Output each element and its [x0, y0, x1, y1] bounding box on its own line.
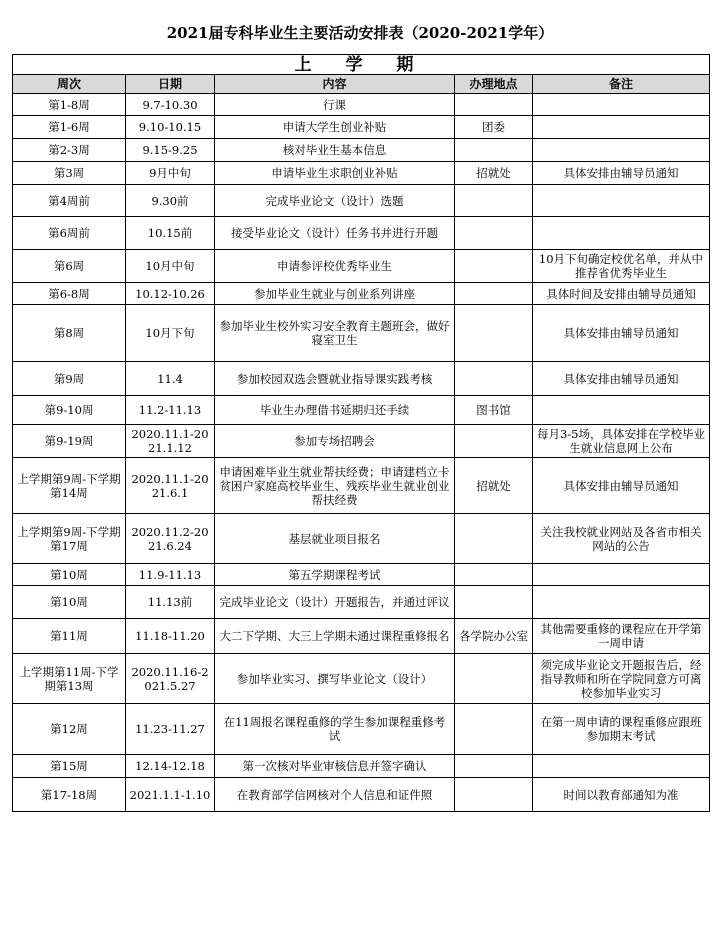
cell-note: 具体安排由辅导员通知	[533, 362, 710, 396]
cell-date: 12.14-12.18	[126, 755, 215, 778]
cell-week: 第3周	[13, 162, 126, 185]
cell-content: 毕业生办理借书延期归还手续	[215, 396, 455, 425]
cell-date: 9.7-10.30	[126, 94, 215, 116]
cell-date: 10月中旬	[126, 250, 215, 283]
cell-date: 9.10-10.15	[126, 116, 215, 139]
cell-week: 第11周	[13, 619, 126, 654]
cell-note: 具体安排由辅导员通知	[533, 305, 710, 362]
document-title: 2021届专科毕业生主要活动安排表（2020-2021学年）	[166, 24, 554, 42]
column-header-week: 周次	[13, 75, 126, 94]
cell-date: 11.23-11.27	[126, 704, 215, 755]
cell-note: 每月3-5场，具体安排在学校毕业生就业信息网上公布	[533, 425, 710, 458]
cell-content: 接受毕业论文（设计）任务书并进行开题	[215, 217, 455, 250]
cell-note: 其他需要重修的课程应在开学第一周申请	[533, 619, 710, 654]
table-row	[13, 139, 710, 162]
cell-location	[455, 362, 533, 396]
cell-content: 申请毕业生求职创业补贴	[215, 162, 455, 185]
cell-content: 基层就业项目报名	[215, 514, 455, 564]
table-row	[13, 778, 710, 812]
cell-note	[533, 139, 710, 162]
cell-date: 10月下旬	[126, 305, 215, 362]
cell-week: 第9周	[13, 362, 126, 396]
schedule-body	[13, 94, 710, 812]
cell-location: 招就处	[455, 162, 533, 185]
cell-content: 参加毕业生就业与创业系列讲座	[215, 283, 455, 305]
table-row	[13, 755, 710, 778]
cell-content: 第一次核对毕业审核信息并签字确认	[215, 755, 455, 778]
cell-note	[533, 755, 710, 778]
cell-content: 完成毕业论文（设计）选题	[215, 185, 455, 217]
column-header-date: 日期	[126, 75, 215, 94]
header-row	[13, 75, 710, 94]
table-row	[13, 586, 710, 619]
cell-date: 11.4	[126, 362, 215, 396]
table-row	[13, 305, 710, 362]
table-row	[13, 654, 710, 704]
cell-content: 行课	[215, 94, 455, 116]
cell-location	[455, 425, 533, 458]
cell-content: 在教育部学信网核对个人信息和证件照	[215, 778, 455, 812]
cell-note: 在第一周申请的课程重修应跟班参加期末考试	[533, 704, 710, 755]
cell-date: 2020.11.16-2021.5.27	[126, 654, 215, 704]
cell-location: 图书馆	[455, 396, 533, 425]
cell-date: 11.18-11.20	[126, 619, 215, 654]
cell-week: 第1-8周	[13, 94, 126, 116]
cell-location	[455, 755, 533, 778]
cell-location: 团委	[455, 116, 533, 139]
cell-location	[455, 283, 533, 305]
cell-location	[455, 305, 533, 362]
cell-note: 具体安排由辅导员通知	[533, 458, 710, 514]
table-row	[13, 185, 710, 217]
cell-content: 在11周报名课程重修的学生参加课程重修考试	[215, 704, 455, 755]
cell-content: 第五学期课程考试	[215, 564, 455, 586]
schedule-table	[12, 54, 710, 812]
cell-location: 各学院办公室	[455, 619, 533, 654]
cell-week: 第12周	[13, 704, 126, 755]
cell-content: 申请参评校优秀毕业生	[215, 250, 455, 283]
semester-banner: 上 学 期	[13, 55, 710, 75]
cell-week: 第8周	[13, 305, 126, 362]
semester-banner-row	[13, 55, 710, 75]
column-header-note: 备注	[533, 75, 710, 94]
table-row	[13, 564, 710, 586]
table-row	[13, 250, 710, 283]
cell-date: 2020.11.1-2021.6.1	[126, 458, 215, 514]
table-row	[13, 514, 710, 564]
table-row	[13, 162, 710, 185]
cell-location	[455, 778, 533, 812]
cell-date: 2020.11.1-2021.1.12	[126, 425, 215, 458]
cell-location	[455, 514, 533, 564]
cell-location	[455, 94, 533, 116]
column-header-location: 办理地点	[455, 75, 533, 94]
cell-content: 参加毕业生校外实习安全教育主题班会，做好寝室卫生	[215, 305, 455, 362]
cell-content: 大二下学期、大三上学期未通过课程重修报名	[215, 619, 455, 654]
cell-note	[533, 564, 710, 586]
cell-week: 第6周	[13, 250, 126, 283]
cell-content: 参加专场招聘会	[215, 425, 455, 458]
cell-note: 10月下旬确定校优名单，并从中推荐省优秀毕业生	[533, 250, 710, 283]
cell-date: 9.15-9.25	[126, 139, 215, 162]
cell-note	[533, 116, 710, 139]
table-row	[13, 458, 710, 514]
table-row	[13, 425, 710, 458]
cell-note	[533, 185, 710, 217]
cell-location	[455, 704, 533, 755]
cell-week: 第17-18周	[13, 778, 126, 812]
table-row	[13, 704, 710, 755]
column-header-content: 内容	[215, 75, 455, 94]
cell-date: 9.30前	[126, 185, 215, 217]
cell-date: 2021.1.1-1.10	[126, 778, 215, 812]
cell-date: 11.9-11.13	[126, 564, 215, 586]
table-row	[13, 116, 710, 139]
cell-week: 第4周前	[13, 185, 126, 217]
table-row	[13, 619, 710, 654]
cell-content: 参加校园双选会暨就业指导课实践考核	[215, 362, 455, 396]
cell-note	[533, 217, 710, 250]
cell-week: 第10周	[13, 586, 126, 619]
cell-date: 11.13前	[126, 586, 215, 619]
cell-week: 第10周	[13, 564, 126, 586]
table-row	[13, 217, 710, 250]
table-row	[13, 283, 710, 305]
cell-location: 招就处	[455, 458, 533, 514]
cell-location	[455, 185, 533, 217]
cell-note: 具体安排由辅导员通知	[533, 162, 710, 185]
cell-content: 核对毕业生基本信息	[215, 139, 455, 162]
cell-date: 2020.11.2-2021.6.24	[126, 514, 215, 564]
table-row	[13, 94, 710, 116]
cell-week: 第6周前	[13, 217, 126, 250]
table-row	[13, 396, 710, 425]
cell-note	[533, 586, 710, 619]
cell-note: 须完成毕业论文开题报告后，经指导教师和所在学院同意方可离校参加毕业实习	[533, 654, 710, 704]
cell-week: 第9-19周	[13, 425, 126, 458]
cell-location	[455, 564, 533, 586]
cell-note: 具体时间及安排由辅导员通知	[533, 283, 710, 305]
cell-location	[455, 217, 533, 250]
cell-location	[455, 654, 533, 704]
cell-date: 10.15前	[126, 217, 215, 250]
cell-note	[533, 94, 710, 116]
cell-location	[455, 250, 533, 283]
cell-note: 关注我校就业网站及各省市相关网站的公告	[533, 514, 710, 564]
cell-date: 11.2-11.13	[126, 396, 215, 425]
cell-week: 第15周	[13, 755, 126, 778]
cell-content: 参加毕业实习、撰写毕业论文（设计）	[215, 654, 455, 704]
cell-week: 第1-6周	[13, 116, 126, 139]
cell-location	[455, 586, 533, 619]
table-row	[13, 362, 710, 396]
cell-note	[533, 396, 710, 425]
cell-week: 上学期第9周-下学期第14周	[13, 458, 126, 514]
cell-note: 时间以教育部通知为准	[533, 778, 710, 812]
cell-week: 第2-3周	[13, 139, 126, 162]
cell-week: 第9-10周	[13, 396, 126, 425]
cell-week: 第6-8周	[13, 283, 126, 305]
cell-content: 申请困难毕业生就业帮扶经费；申请建档立卡贫困户家庭高校毕业生、残疾毕业生就业创业帮扶经费	[215, 458, 455, 514]
cell-content: 申请大学生创业补贴	[215, 116, 455, 139]
cell-date: 10.12-10.26	[126, 283, 215, 305]
cell-location	[455, 139, 533, 162]
cell-content: 完成毕业论文（设计）开题报告，并通过评议	[215, 586, 455, 619]
cell-week: 上学期第9周-下学期第17周	[13, 514, 126, 564]
cell-week: 上学期第11周-下学期第13周	[13, 654, 126, 704]
cell-date: 9月中旬	[126, 162, 215, 185]
